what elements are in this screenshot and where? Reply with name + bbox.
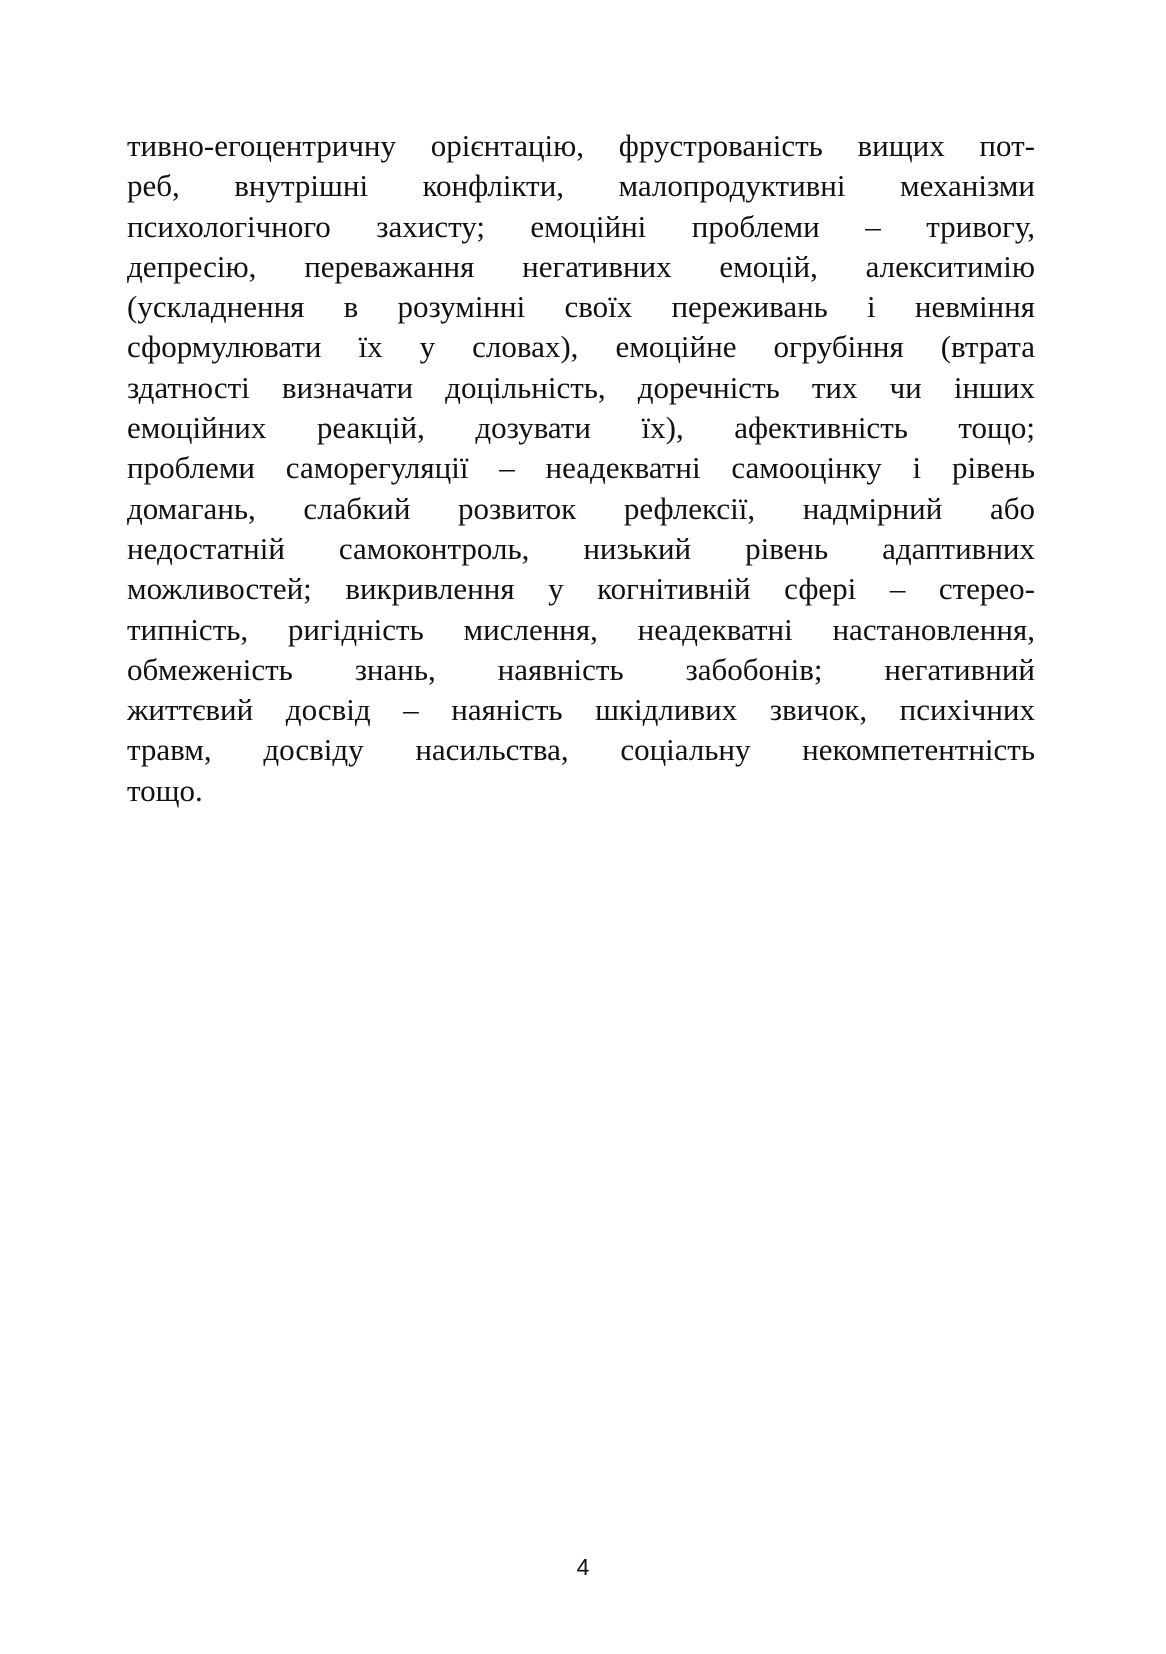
text-line: реб, внутрішні конфлікти, малопродуктивні механізми bbox=[127, 168, 1035, 204]
text-line: травм, досвіду насильства, соціальну некомпетентність bbox=[127, 732, 1035, 768]
text-line: тощо. bbox=[127, 772, 203, 808]
text-line: (ускладнення в розумінні своїх переживань і невміння bbox=[127, 289, 1035, 325]
text-line: емоційних реакцій, дозувати їх), афективність тощо; bbox=[127, 410, 1035, 446]
text-line: тивно-егоцентричну орієнтацію, фрустрованість вищих пот- bbox=[127, 128, 1035, 163]
text-line: типність, ригідність мислення, неадекватні настановлення, bbox=[127, 611, 1035, 647]
text-line: життєвий досвід – наяність шкідливих звичок, психічних bbox=[127, 692, 1035, 728]
body-paragraph bbox=[127, 126, 1035, 811]
text-line: психологічного захисту; емоційні проблеми – тривогу, bbox=[127, 208, 1035, 244]
text-line: проблеми саморегуляції – неадекватні самооцінку і рівень bbox=[127, 450, 1035, 486]
page-number: 4 bbox=[576, 1554, 590, 1580]
text-line: депресію, переважання негативних емоцій, алекситимію bbox=[127, 248, 1035, 284]
text-line: можливостей; викривлення у когнітивній сфері – стерео- bbox=[127, 571, 1035, 607]
text-line: сформулювати їх у словах), емоційне огрубіння (втрата bbox=[127, 329, 1035, 365]
text-line: недостатній самоконтроль, низький рівень адаптивних bbox=[127, 530, 1035, 566]
text-line: обмеженість знань, наявність забобонів; негативний bbox=[127, 651, 1035, 687]
text-line: здатності визначати доцільність, доречність тих чи інших bbox=[127, 369, 1035, 405]
text-line: домагань, слабкий розвиток рефлексії, надмірний або bbox=[127, 490, 1035, 526]
